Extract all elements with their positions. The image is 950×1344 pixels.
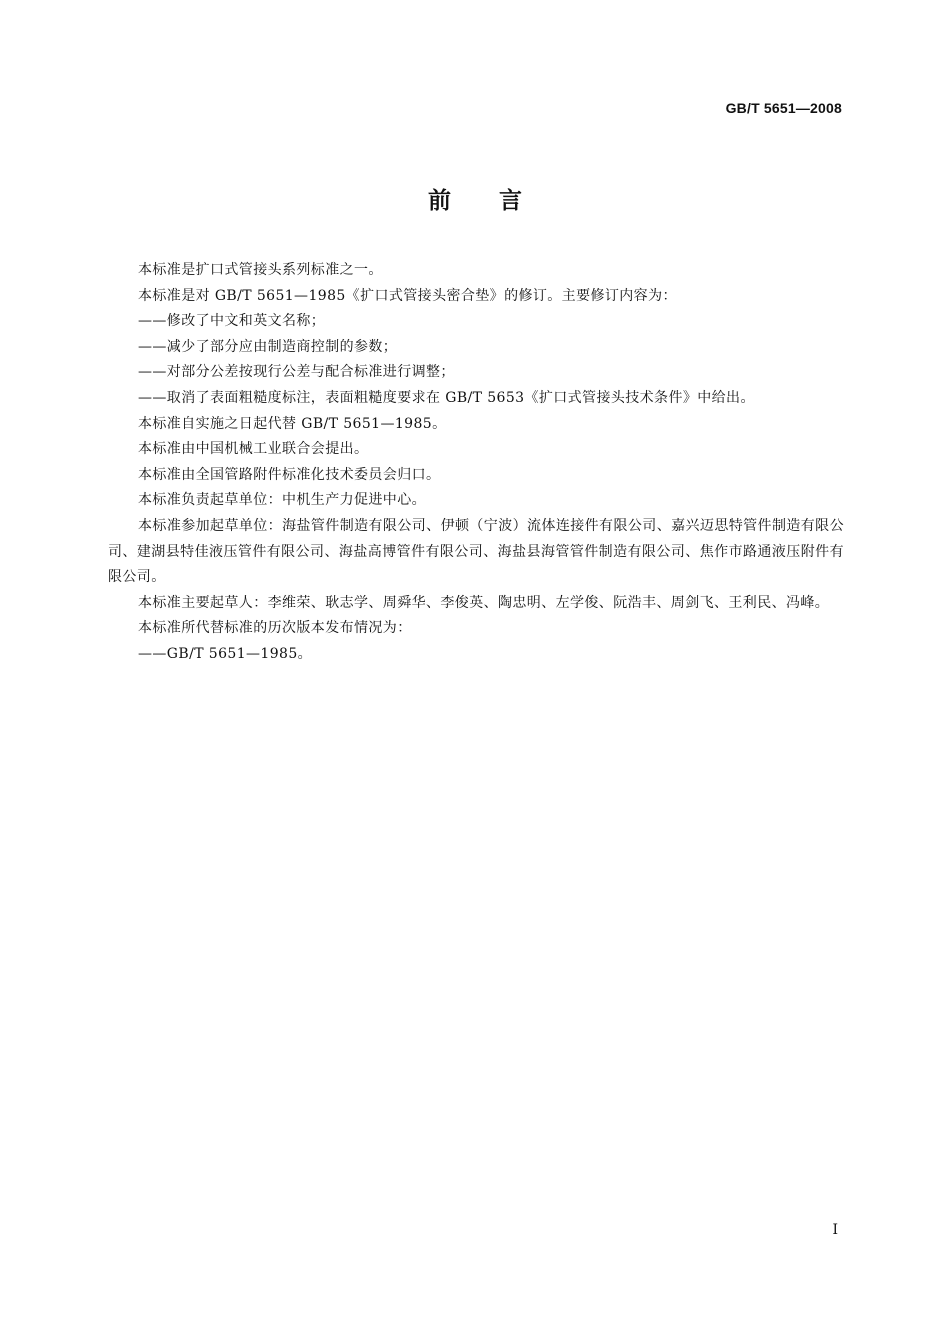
list-item: ——减少了部分应由制造商控制的参数； <box>138 338 398 355</box>
paragraph: 本标准所代替标准的历次版本发布情况为： <box>138 620 412 637</box>
page-number: I <box>832 1222 838 1238</box>
list-item: ——取消了表面粗糙度标注，表面粗糙度要求在 GB/T 5653《扩口式管接头技术条件》中给出。 <box>138 389 755 406</box>
list-item: ——对部分公差按现行公差与配合标准进行调整； <box>138 364 455 381</box>
foreword-body <box>108 258 844 668</box>
paragraph: 本标准参加起草单位：海盐管件制造有限公司、伊顿（宁波）流体连接件有限公司、嘉兴迈思特管件制造有限公司、建湖县特佳液压管件有限公司、海盐高博管件有限公司、海盐县海管管件制造有限公司、焦作市路通液压附件有限公司。 <box>108 517 844 586</box>
paragraph: 本标准由全国管路附件标准化技术委员会归口。 <box>138 466 441 483</box>
paragraph: 本标准由中国机械工业联合会提出。 <box>138 441 369 458</box>
list-item: ——修改了中文和英文名称； <box>138 313 326 330</box>
paragraph: 本标准是对 GB/T 5651—1985《扩口式管接头密合垫》的修订。主要修订内容为： <box>138 287 677 304</box>
page-title: 前言 <box>428 188 570 214</box>
paragraph: 本标准主要起草人：李维荣、耿志学、周舜华、李俊英、陶忠明、左学俊、阮浩丰、周剑飞、王利民、冯峰。 <box>138 594 830 611</box>
paragraph: 本标准是扩口式管接头系列标准之一。 <box>138 262 383 278</box>
paragraph: 本标准自实施之日起代替 GB/T 5651—1985。 <box>138 415 447 432</box>
document-code: GB/T 5651—2008 <box>725 100 842 116</box>
list-item: ——GB/T 5651—1985。 <box>138 645 313 662</box>
paragraph: 本标准负责起草单位：中机生产力促进中心。 <box>138 492 426 509</box>
